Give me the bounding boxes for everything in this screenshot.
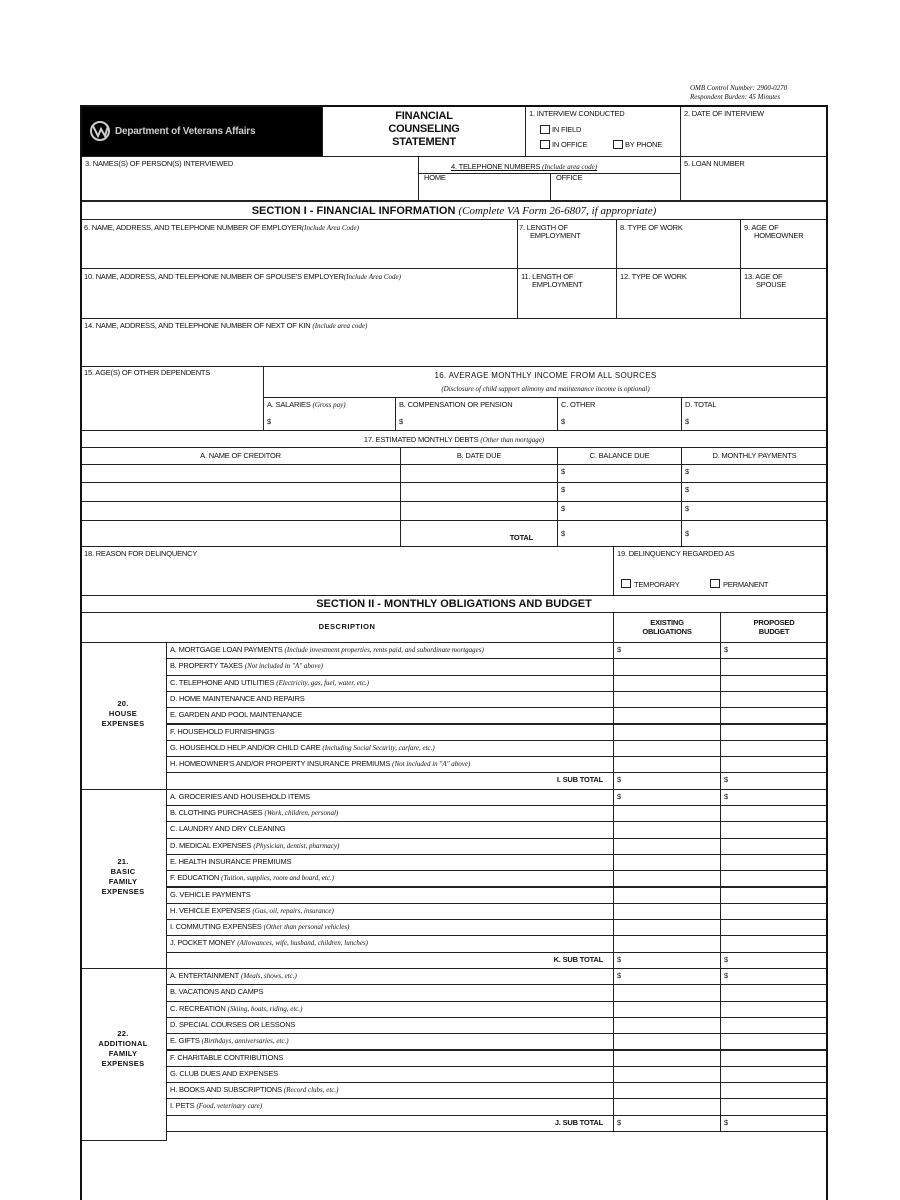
debt-cell[interactable] <box>400 501 558 522</box>
expense-item <box>170 907 334 915</box>
item-label: C. TELEPHONE AND UTILITIES <box>170 677 275 687</box>
existing-obligation-input[interactable] <box>613 1082 721 1099</box>
existing-obligation-input[interactable] <box>613 870 721 887</box>
group-label: 21. <box>117 857 129 867</box>
telephone-label: 4. TELEPHONE NUMBERS <box>451 162 541 171</box>
length-of-employment-field[interactable] <box>517 219 617 269</box>
existing-obligation-input[interactable] <box>613 1001 721 1018</box>
telephone-note: (Include area code) <box>542 163 598 171</box>
item-note: (Physician, dentist, pharmacy) <box>253 841 340 850</box>
dollar-sign: $ <box>724 775 728 785</box>
existing-obligation-input[interactable] <box>613 642 721 659</box>
column-header: D. MONTHLY PAYMENTS <box>712 451 797 460</box>
existing-obligation-input[interactable] <box>613 1050 721 1067</box>
existing-obligation-input[interactable] <box>613 903 721 920</box>
proposed-budget-input[interactable] <box>720 952 828 969</box>
existing-obligation-input[interactable] <box>613 887 721 904</box>
proposed-budget-input[interactable] <box>720 658 828 675</box>
existing-obligation-input[interactable] <box>613 919 721 936</box>
debt-total-cell[interactable] <box>681 520 828 547</box>
permanent-checkbox[interactable] <box>710 579 720 588</box>
dollar-sign: $ <box>685 504 689 513</box>
existing-obligation-input[interactable] <box>613 838 721 855</box>
proposed-budget-input[interactable] <box>720 805 828 822</box>
proposed-budget-input[interactable] <box>720 1115 828 1132</box>
field-note: (Include Area Code) <box>301 224 359 232</box>
existing-obligation-input[interactable] <box>613 854 721 871</box>
proposed-budget-input[interactable] <box>720 935 828 952</box>
field-label: 6. NAME, ADDRESS, AND TELEPHONE NUMBER OF EMPLOYER <box>84 223 302 232</box>
section-title: SECTION I - FINANCIAL INFORMATION <box>251 205 456 217</box>
proposed-budget-input[interactable] <box>720 821 828 838</box>
item-note: (Food, veterinary care) <box>196 1102 263 1111</box>
item-label: J. POCKET MONEY <box>170 938 236 948</box>
column-header: EXISTING <box>650 618 684 627</box>
expense-item <box>170 646 484 654</box>
field-label: HOME <box>424 173 446 182</box>
column-header: A. NAME OF CREDITOR <box>200 451 281 460</box>
group-label: 20. <box>117 699 129 709</box>
proposed-budget-input[interactable] <box>720 838 828 855</box>
section-1-header <box>80 201 828 220</box>
item-label: F. CHARITABLE CONTRIBUTIONS <box>170 1052 284 1062</box>
field-label: 16. AVERAGE MONTHLY INCOME FROM ALL SOURCES <box>434 371 657 380</box>
other-income-field[interactable] <box>557 397 682 431</box>
checkbox-label: BY PHONE <box>625 140 663 149</box>
title-line: STATEMENT <box>392 136 456 148</box>
dollar-sign: $ <box>399 417 403 426</box>
item-label: F. HOUSEHOLD FURNISHINGS <box>170 726 275 736</box>
title-line: COUNSELING <box>388 123 460 135</box>
existing-obligation-input[interactable] <box>613 952 721 969</box>
checkbox-label: IN FIELD <box>552 125 582 134</box>
group-label: FAMILY <box>108 1048 138 1058</box>
item-label: I. COMMUTING EXPENSES <box>170 922 262 932</box>
field-label: 15. AGE(S) OF OTHER DEPENDENTS <box>84 368 211 377</box>
field-label: 9. AGE OF <box>744 223 779 232</box>
item-note: (Not included in "A" above) <box>244 662 323 671</box>
existing-obligation-input[interactable] <box>613 772 721 789</box>
expense-item <box>170 793 312 801</box>
dollar-sign: $ <box>561 467 565 476</box>
section-note: (Complete VA Form 26-6807, if appropriate) <box>458 205 657 217</box>
omb-control-number: OMB Control Number: 2900-0270 <box>690 84 788 92</box>
existing-obligation-input[interactable] <box>613 789 721 806</box>
item-note: (Other than personal vehicles) <box>263 923 350 932</box>
dollar-sign: $ <box>724 791 728 801</box>
debt-total-cell <box>80 520 401 547</box>
field-label: EMPLOYMENT <box>532 280 583 289</box>
item-label: D. HOME MAINTENANCE AND REPAIRS <box>170 693 305 703</box>
proposed-budget-input[interactable] <box>720 789 828 806</box>
total-label: TOTAL <box>509 533 533 542</box>
subtotal-label: K. SUB TOTAL <box>553 954 603 964</box>
item-note: (Not included in "A" above) <box>392 760 471 769</box>
loan-number-field[interactable] <box>680 156 828 201</box>
field-label: 14. NAME, ADDRESS, AND TELEPHONE NUMBER OF NEXT OF KIN <box>84 321 311 330</box>
spouse-type-of-work-field[interactable] <box>616 268 741 319</box>
existing-obligation-input[interactable] <box>613 756 721 773</box>
group-label: EXPENSES <box>101 1058 145 1068</box>
debt-cell[interactable] <box>681 464 828 484</box>
item-label: B. PROPERTY TAXES <box>170 661 243 671</box>
proposed-budget-input[interactable] <box>720 903 828 920</box>
proposed-budget-input[interactable] <box>720 772 828 789</box>
existing-obligation-input[interactable] <box>613 675 721 692</box>
dollar-sign: $ <box>724 954 728 964</box>
existing-obligation-input[interactable] <box>613 984 721 1001</box>
proposed-budget-input[interactable] <box>720 854 828 871</box>
group-label: FAMILY <box>108 877 138 887</box>
respondent-burden: Respondent Burden: 45 Minutes <box>690 93 781 101</box>
expense-item <box>170 972 297 980</box>
field-label: 2. DATE OF INTERVIEW <box>684 109 764 118</box>
dollar-sign: $ <box>685 467 689 476</box>
expense-item <box>170 809 338 817</box>
item-label: E. GARDEN AND POOL MAINTENANCE <box>170 710 303 720</box>
dollar-sign: $ <box>267 417 271 426</box>
persons-interviewed-field[interactable] <box>80 156 419 201</box>
compensation-field[interactable] <box>395 397 558 431</box>
dollar-sign: $ <box>685 485 689 494</box>
expense-item <box>170 1037 289 1045</box>
salaries-field[interactable] <box>263 397 396 431</box>
proposed-budget-input[interactable] <box>720 1050 828 1067</box>
expense-item <box>170 679 369 687</box>
debt-cell[interactable] <box>557 464 682 484</box>
other-dependents-field[interactable] <box>80 366 264 431</box>
existing-obligation-input[interactable] <box>613 821 721 838</box>
item-label: I. PETS <box>170 1101 195 1111</box>
existing-obligation-input[interactable] <box>613 1033 721 1050</box>
field-label: 8. TYPE OF WORK <box>620 223 683 232</box>
column-header: OBLIGATIONS <box>642 627 692 636</box>
form-title <box>322 105 526 157</box>
item-note: (Tuition, supplies, room and board, etc.) <box>221 874 334 883</box>
description-header <box>80 612 614 643</box>
field-label: 11. LENGTH OF <box>521 272 574 281</box>
debt-cell[interactable] <box>80 464 401 484</box>
proposed-budget-input[interactable] <box>720 1066 828 1083</box>
proposed-budget-input[interactable] <box>720 724 828 741</box>
title-line: FINANCIAL <box>395 110 453 122</box>
debt-cell[interactable] <box>80 482 401 503</box>
column-header: PROPOSED <box>753 618 795 627</box>
item-label: A. MORTGAGE LOAN PAYMENTS <box>170 645 283 654</box>
existing-obligation-input[interactable] <box>613 707 721 724</box>
item-label: B. CLOTHING PURCHASES <box>170 808 263 817</box>
expense-item <box>170 1086 338 1094</box>
proposed-budget-input[interactable] <box>720 1017 828 1034</box>
item-label: D. SPECIAL COURSES OR LESSONS <box>170 1019 296 1029</box>
field-label: 5. LOAN NUMBER <box>684 159 745 168</box>
age-of-homeowner-field[interactable] <box>740 219 828 269</box>
proposed-budget-input[interactable] <box>720 740 828 757</box>
proposed-budget-input[interactable] <box>720 870 828 887</box>
va-seal-icon <box>87 121 113 141</box>
item-note: (Electricity, gas, fuel, water, etc.) <box>276 678 370 687</box>
field-label: 3. NAMES(S) OF PERSON(S) INTERVIEWED <box>85 159 234 168</box>
item-note: (Allowances, wife, husband, children, lunches) <box>237 939 368 948</box>
expense-item <box>170 874 334 882</box>
group-label: ADDITIONAL <box>98 1038 148 1048</box>
field-note: (Other than mortgage) <box>480 436 545 444</box>
by-phone-checkbox[interactable] <box>613 140 623 149</box>
total-income-field[interactable] <box>681 397 828 431</box>
expense-item <box>170 1070 280 1078</box>
next-of-kin-field[interactable] <box>80 318 828 367</box>
field-label: A. SALARIES <box>267 400 311 409</box>
item-label: B. VACATIONS AND CAMPS <box>170 987 264 997</box>
item-label: H. BOOKS AND SUBSCRIPTIONS <box>170 1085 282 1095</box>
proposed-budget-input[interactable] <box>720 1033 828 1050</box>
dollar-sign: $ <box>685 417 689 426</box>
item-note: (Including Social Security, carfare, etc.) <box>322 743 435 752</box>
field-label: OFFICE <box>556 173 583 182</box>
group-label: EXPENSES <box>101 887 145 897</box>
expense-item <box>170 825 287 833</box>
field-label: EMPLOYMENT <box>530 231 581 240</box>
existing-obligation-input[interactable] <box>613 658 721 675</box>
item-label: D. MEDICAL EXPENSES <box>170 840 252 850</box>
expense-item <box>170 858 293 866</box>
field-label: 1. INTERVIEW CONDUCTED <box>529 109 625 118</box>
interview-conducted-field <box>525 105 681 157</box>
dollar-sign: $ <box>561 529 565 538</box>
proposed-budget-input[interactable] <box>720 887 828 904</box>
expense-item <box>170 891 253 899</box>
monthly-debts-header <box>80 430 828 448</box>
va-logo-block <box>80 105 323 157</box>
dollar-sign: $ <box>724 1117 728 1127</box>
expense-item <box>170 711 304 719</box>
column-header: C. BALANCE DUE <box>589 451 650 460</box>
expense-item <box>170 1005 302 1013</box>
reason-for-delinquency-field[interactable] <box>80 545 614 596</box>
field-note: (Gross pay) <box>312 401 346 409</box>
item-label: G. HOUSEHOLD HELP AND/OR CHILD CARE <box>170 742 321 752</box>
debt-cell[interactable] <box>557 482 682 503</box>
home-phone-field[interactable] <box>418 173 551 201</box>
field-label: 17. ESTIMATED MONTHLY DEBTS <box>363 435 479 444</box>
item-label: A. GROCERIES AND HOUSEHOLD ITEMS <box>170 791 310 801</box>
dollar-sign: $ <box>724 645 728 654</box>
proposed-budget-input[interactable] <box>720 984 828 1001</box>
temporary-checkbox[interactable] <box>621 579 631 588</box>
checkbox-label: TEMPORARY <box>634 580 680 589</box>
item-label: E. GIFTS <box>170 1036 200 1046</box>
item-label: H. HOMEOWNER'S AND/OR PROPERTY INSURANCE PREMIUMS <box>170 759 391 769</box>
item-label: C. LAUNDRY AND DRY CLEANING <box>170 824 286 834</box>
existing-obligation-input[interactable] <box>613 935 721 952</box>
field-label: D. TOTAL <box>685 400 717 409</box>
existing-obligation-input[interactable] <box>613 1066 721 1083</box>
delinquency-regarded-field <box>613 545 828 596</box>
group-label: BASIC <box>110 867 136 877</box>
section-title: SECTION II - MONTHLY OBLIGATIONS AND BUDGET <box>316 598 592 610</box>
dollar-sign: $ <box>617 954 621 964</box>
debt-cell[interactable] <box>400 482 558 503</box>
proposed-budget-input[interactable] <box>720 968 828 985</box>
employer-field[interactable] <box>80 219 518 269</box>
dollar-sign: $ <box>561 485 565 494</box>
field-label: B. COMPENSATION OR PENSION <box>399 400 513 409</box>
proposed-budget-input[interactable] <box>720 707 828 724</box>
field-label: HOMEOWNER <box>754 231 804 240</box>
existing-obligation-input[interactable] <box>613 691 721 708</box>
proposed-budget-input[interactable] <box>720 756 828 773</box>
expense-item <box>170 744 435 752</box>
in-field-checkbox[interactable] <box>540 125 550 134</box>
field-label: 13. AGE OF <box>744 272 783 281</box>
debt-total-cell[interactable] <box>557 520 682 547</box>
dollar-sign: $ <box>617 1117 621 1127</box>
existing-obligation-input[interactable] <box>613 805 721 822</box>
office-phone-field[interactable] <box>550 173 681 201</box>
item-note: (Birthdays, anniversaries, etc.) <box>201 1037 289 1046</box>
item-note: (Include investment properties, rents paid, and subordinate mortgages) <box>284 646 484 654</box>
expense-item <box>170 842 339 850</box>
proposed-budget-input[interactable] <box>720 1098 828 1115</box>
item-note: (Work, children, personal) <box>264 809 339 817</box>
proposed-budget-input[interactable] <box>720 642 828 659</box>
field-label: 12. TYPE OF WORK <box>620 272 687 281</box>
spouse-employer-field[interactable] <box>80 268 518 319</box>
expense-item <box>170 1054 285 1062</box>
field-note: (Include area code) <box>312 322 368 330</box>
column-header: B. DATE DUE <box>456 451 502 460</box>
checkbox-label: PERMANENT <box>723 580 769 589</box>
item-label: F. EDUCATION <box>170 873 220 883</box>
column-header: DESCRIPTION <box>318 622 376 631</box>
telephone-header <box>418 156 681 174</box>
existing-obligation-input[interactable] <box>613 1017 721 1034</box>
field-note: (Include Area Code) <box>343 273 401 281</box>
expense-item <box>170 662 323 670</box>
item-note: (Skiing, boats, riding, etc.) <box>227 1004 303 1013</box>
expense-item <box>170 728 276 736</box>
type-of-work-field[interactable] <box>616 219 741 269</box>
group-label: EXPENSES <box>101 719 145 729</box>
monthly-income-header <box>263 366 828 398</box>
dollar-sign: $ <box>617 971 621 980</box>
proposed-budget-input[interactable] <box>720 691 828 708</box>
existing-obligation-input[interactable] <box>613 1115 721 1132</box>
debt-cell[interactable] <box>80 501 401 522</box>
expense-item <box>170 939 368 947</box>
proposed-budget-input[interactable] <box>720 1001 828 1018</box>
expense-item <box>170 695 307 703</box>
item-label: G. VEHICLE PAYMENTS <box>170 889 251 899</box>
section-2-header <box>80 595 828 613</box>
expense-item <box>170 1102 262 1110</box>
existing-obligation-input[interactable] <box>613 724 721 741</box>
dollar-sign: $ <box>561 417 565 426</box>
expense-item <box>170 760 470 768</box>
field-label: 18. REASON FOR DELINQUENCY <box>84 549 198 558</box>
debt-cell[interactable] <box>400 464 558 484</box>
expense-item <box>170 1021 297 1029</box>
field-label: 7. LENGTH OF <box>519 223 568 232</box>
subtotal-label: I. SUB TOTAL <box>556 775 603 785</box>
field-label <box>451 163 597 171</box>
field-label: 10. NAME, ADDRESS, AND TELEPHONE NUMBER OF SPOUSE'S EMPLOYER <box>84 272 344 281</box>
proposed-budget-header <box>720 612 828 643</box>
item-label: E. HEALTH INSURANCE PREMIUMS <box>170 856 292 866</box>
field-label: SPOUSE <box>756 280 787 289</box>
field-label: C. OTHER <box>561 400 596 409</box>
date-of-interview-field[interactable] <box>680 105 828 157</box>
proposed-budget-input[interactable] <box>720 675 828 692</box>
existing-obligation-input[interactable] <box>613 740 721 757</box>
existing-obligation-input[interactable] <box>613 1098 721 1115</box>
expense-item <box>170 923 349 931</box>
debt-cell[interactable] <box>681 501 828 522</box>
proposed-budget-input[interactable] <box>720 1082 828 1099</box>
dollar-sign: $ <box>724 971 728 980</box>
dollar-sign: $ <box>617 791 621 801</box>
expense-item <box>170 988 265 996</box>
agency-name: Department of Veterans Affairs <box>115 126 256 137</box>
item-label: G. CLUB DUES AND EXPENSES <box>170 1068 278 1078</box>
proposed-budget-input[interactable] <box>720 919 828 936</box>
group-label: HOUSE <box>108 709 138 719</box>
existing-obligation-input[interactable] <box>613 968 721 985</box>
debt-cell[interactable] <box>557 501 682 522</box>
dollar-sign: $ <box>617 645 621 654</box>
item-note: (Meals, shows, etc.) <box>241 972 297 980</box>
field-note: (Disclosure of child support alimony and maintenance income is optional) <box>441 385 650 393</box>
subtotal-label: J. SUB TOTAL <box>554 1117 603 1127</box>
item-label: C. RECREATION <box>170 1003 226 1013</box>
spouse-length-of-employment-field[interactable] <box>517 268 617 319</box>
checkbox-label: IN OFFICE <box>552 140 588 149</box>
column-header: BUDGET <box>758 627 790 636</box>
existing-obligations-header <box>613 612 721 643</box>
item-note: (Record clubs, etc.) <box>283 1086 339 1095</box>
field-label: 19. DELINQUENCY REGARDED AS <box>617 549 735 558</box>
item-label: A. ENTERTAINMENT <box>170 971 240 980</box>
group-label: 22. <box>117 1028 129 1038</box>
debt-cell[interactable] <box>681 482 828 503</box>
dollar-sign: $ <box>617 775 621 785</box>
age-of-spouse-field[interactable] <box>740 268 828 319</box>
dollar-sign: $ <box>685 529 689 538</box>
item-note: (Gas, oil, repairs, insurance) <box>252 906 334 915</box>
dollar-sign: $ <box>561 504 565 513</box>
item-label: H. VEHICLE EXPENSES <box>170 905 251 915</box>
in-office-checkbox[interactable] <box>540 140 550 149</box>
